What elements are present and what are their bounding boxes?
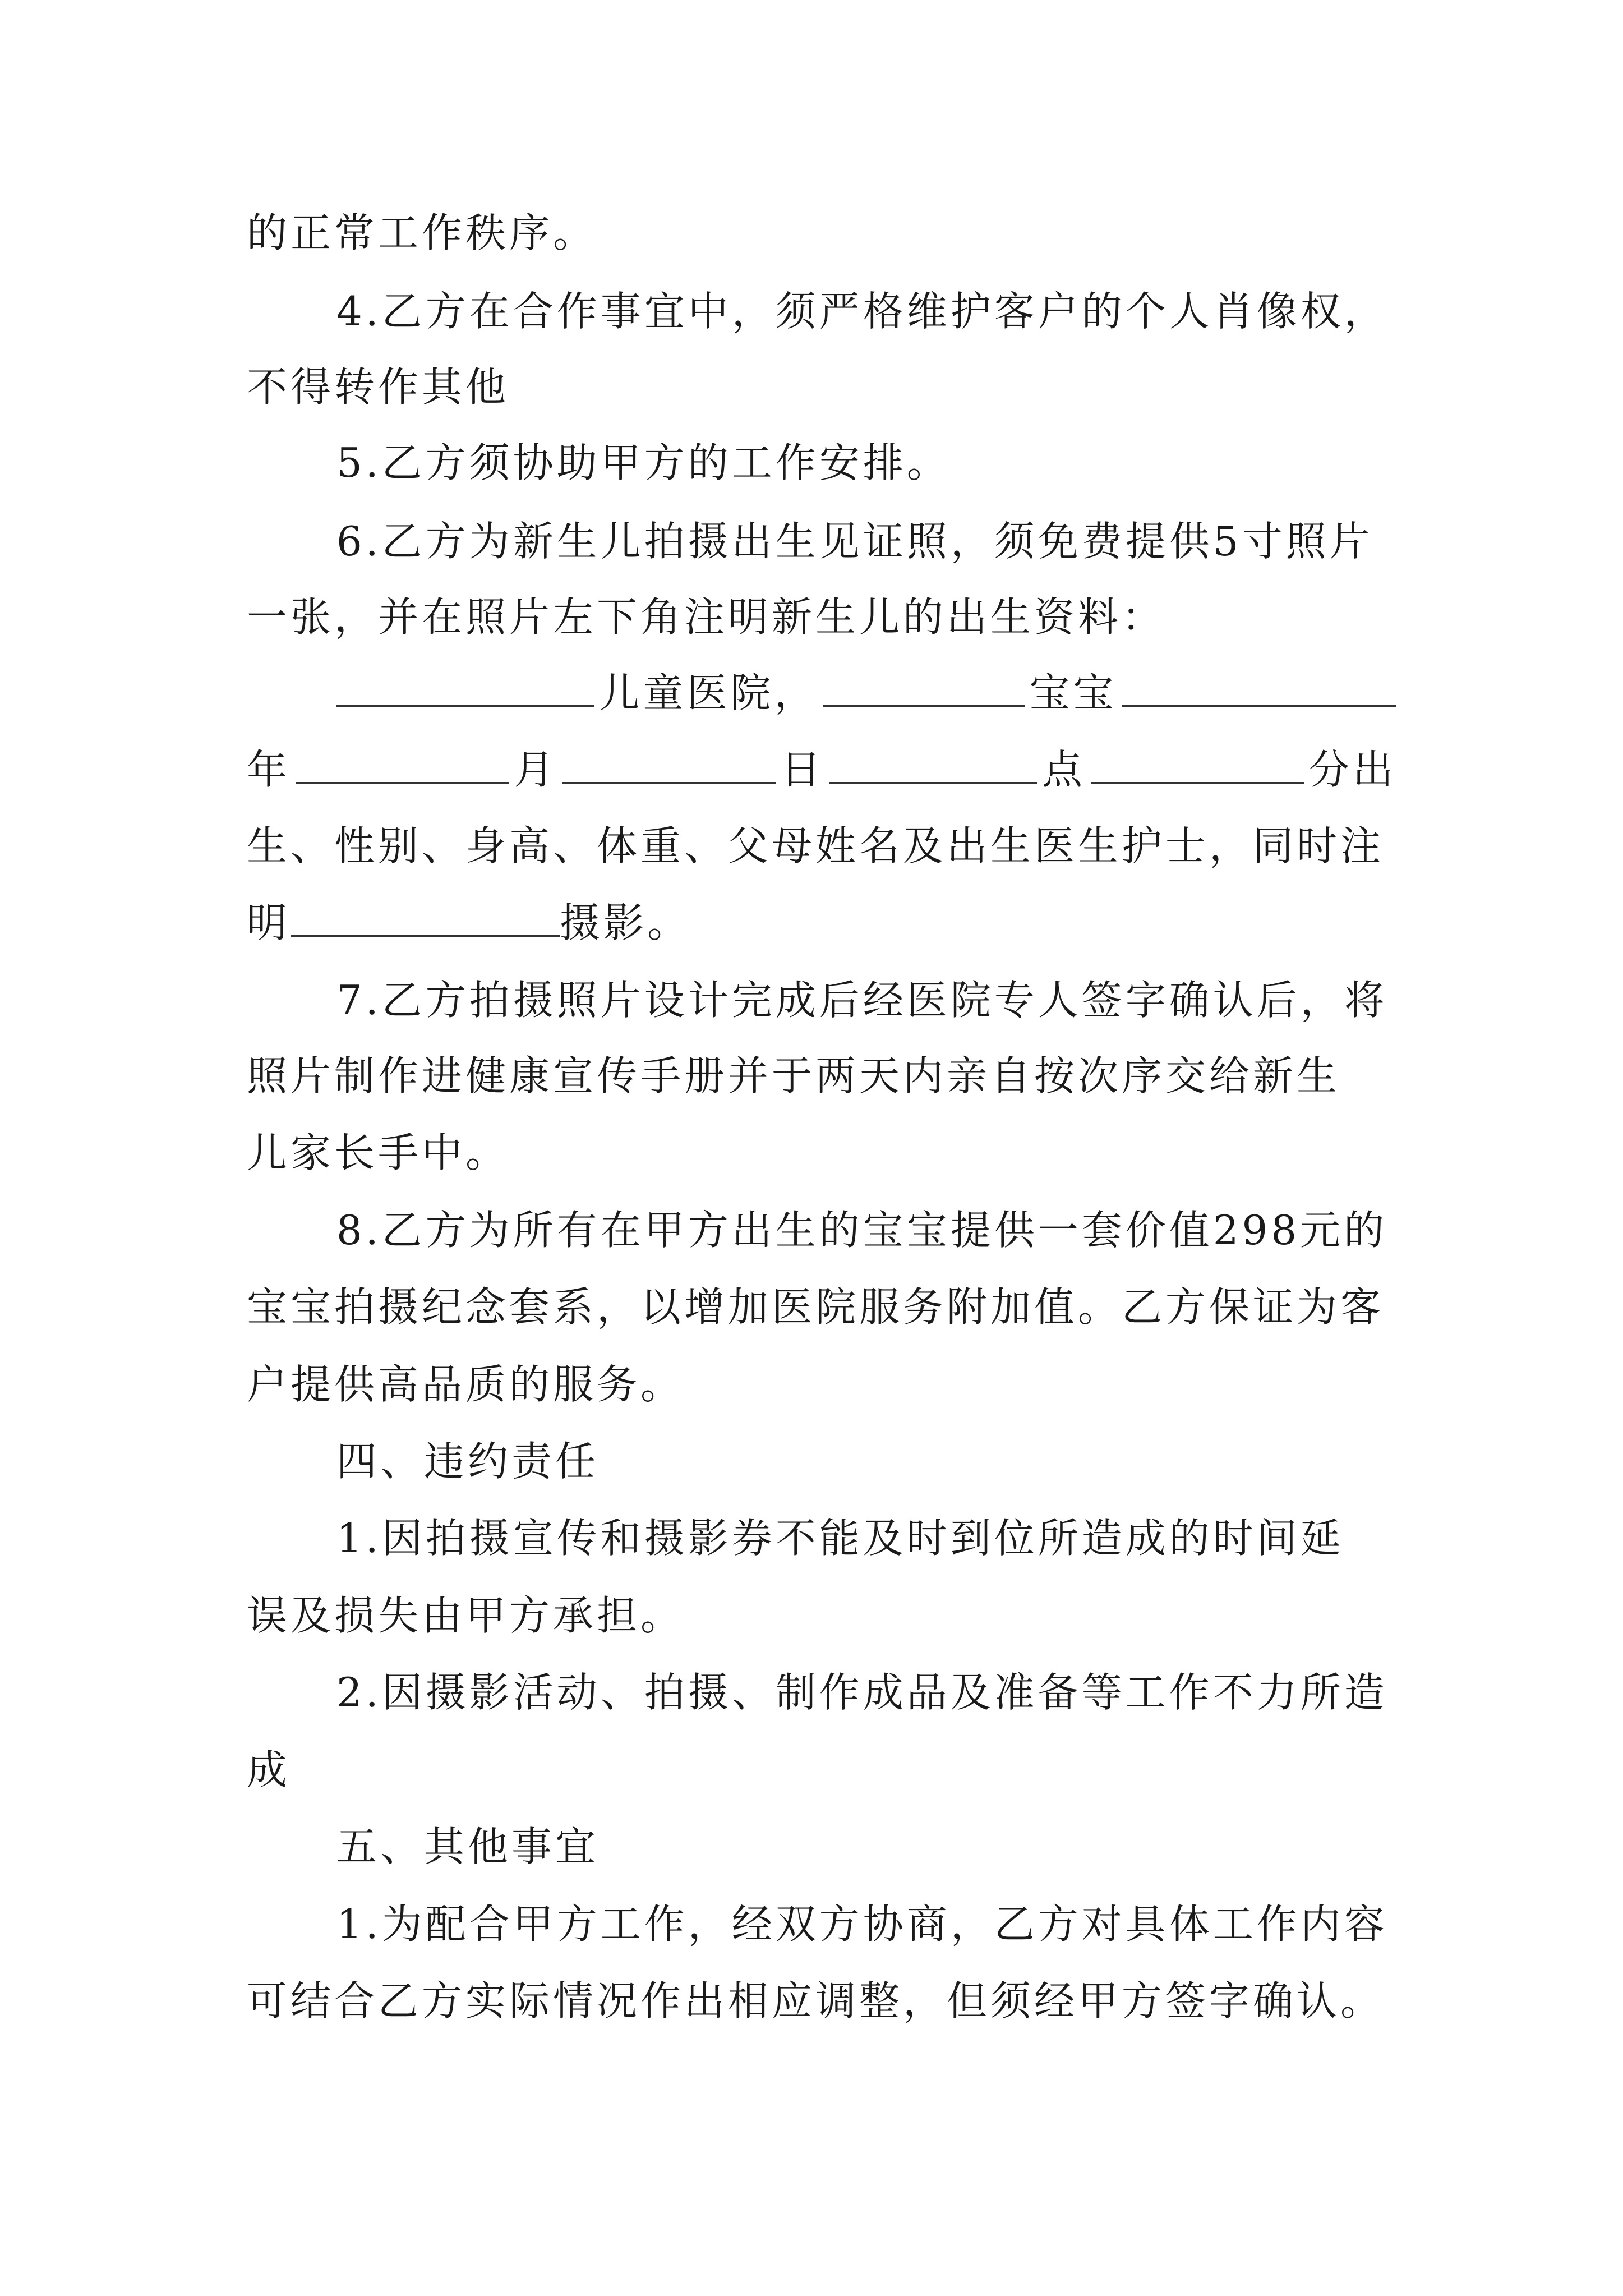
blank-field[interactable]	[823, 666, 1025, 707]
blank-field[interactable]	[829, 743, 1037, 784]
paragraph-line	[247, 1048, 1396, 1104]
fill-label-year: 年	[247, 746, 291, 793]
text-line: 6.乙方为新生儿拍摄出生见证照，须免费提供5寸照片	[336, 518, 1373, 565]
text-line: 不得转作其他	[247, 364, 510, 411]
heading-text: 五、其他事宜	[336, 1823, 600, 1870]
paragraph-line	[247, 1588, 1396, 1644]
paragraph-line	[336, 283, 1396, 339]
paragraph-line	[336, 513, 1396, 569]
paragraph-line	[336, 435, 1396, 491]
paragraph-line	[336, 972, 1396, 1028]
paragraph-line	[336, 1202, 1396, 1258]
text-line: 7.乙方拍摄照片设计完成后经医院专人签字确认后，将	[336, 977, 1388, 1024]
blank-field[interactable]	[291, 896, 560, 937]
text-line: 5.乙方须协助甲方的工作安排。	[336, 439, 951, 486]
text-line: 成	[247, 1746, 291, 1793]
text-line: 4.乙方在合作事宜中，须严格维护客户的个人肖像权，	[336, 288, 1388, 335]
blank-field[interactable]	[562, 743, 776, 784]
heading-text: 四、违约责任	[336, 1438, 600, 1485]
blank-field[interactable]	[296, 743, 509, 784]
fill-label-minute: 分出	[1308, 746, 1396, 793]
blank-field[interactable]	[1122, 666, 1396, 707]
text-line: 可结合乙方实际情况作出相应调整，但须经甲方签字确认。	[247, 1977, 1385, 2024]
fill-label-hospital: 儿童医院，	[599, 669, 818, 716]
paragraph-line	[336, 1664, 1396, 1720]
text-line: 儿家长手中。	[247, 1129, 510, 1176]
blank-field[interactable]	[336, 666, 594, 707]
fill-label-prefix: 明	[247, 899, 291, 946]
text-line: 的正常工作秩序。	[247, 209, 597, 256]
paragraph-line	[336, 1510, 1396, 1566]
text-line: 一张，并在照片左下角注明新生儿的出生资料：	[247, 593, 1166, 641]
text-line: 宝宝拍摄纪念套系，以增加医院服务附加值。乙方保证为客	[247, 1283, 1385, 1331]
fill-label-baby: 宝宝	[1029, 669, 1117, 716]
fill-label-hour: 点	[1041, 746, 1086, 793]
paragraph-line	[247, 1279, 1396, 1335]
text-line: 1.为配合甲方工作，经双方协商，乙方对具体工作内容	[336, 1901, 1388, 1948]
blank-field[interactable]	[1091, 743, 1304, 784]
fill-in-line-datetime	[247, 742, 1396, 798]
fill-label-day: 日	[780, 746, 824, 793]
fill-label-month: 月	[513, 746, 557, 793]
paragraph-line	[247, 818, 1396, 874]
text-line: 户提供高品质的服务。	[247, 1361, 685, 1408]
fill-in-line-photographer	[247, 895, 1396, 951]
paragraph-line	[247, 1742, 1396, 1798]
paragraph-line	[247, 205, 597, 261]
paragraph-line	[247, 1973, 1413, 2029]
text-line: 1.因拍摄宣传和摄影券不能及时到位所造成的时间延	[336, 1515, 1344, 1562]
paragraph-line	[247, 589, 1396, 645]
section-heading	[336, 1819, 1396, 1875]
text-line: 误及损失由甲方承担。	[247, 1592, 685, 1639]
paragraph-line	[247, 1125, 1396, 1181]
paragraph-line	[336, 1896, 1396, 1952]
paragraph-line	[247, 1356, 1396, 1412]
fill-label-suffix: 摄影。	[560, 899, 691, 946]
text-line: 生、性别、身高、体重、父母姓名及出生医生护士，同时注	[247, 822, 1385, 869]
text-line: 8.乙方为所有在甲方出生的宝宝提供一套价值298元的	[336, 1207, 1388, 1254]
text-line: 照片制作进健康宣传手册并于两天内亲自按次序交给新生	[247, 1052, 1341, 1099]
fill-in-line-hospital	[336, 665, 1396, 721]
section-heading	[336, 1433, 1396, 1489]
paragraph-line	[247, 359, 1396, 415]
text-line: 2.因摄影活动、拍摄、制作成品及准备等工作不力所造	[336, 1669, 1388, 1716]
